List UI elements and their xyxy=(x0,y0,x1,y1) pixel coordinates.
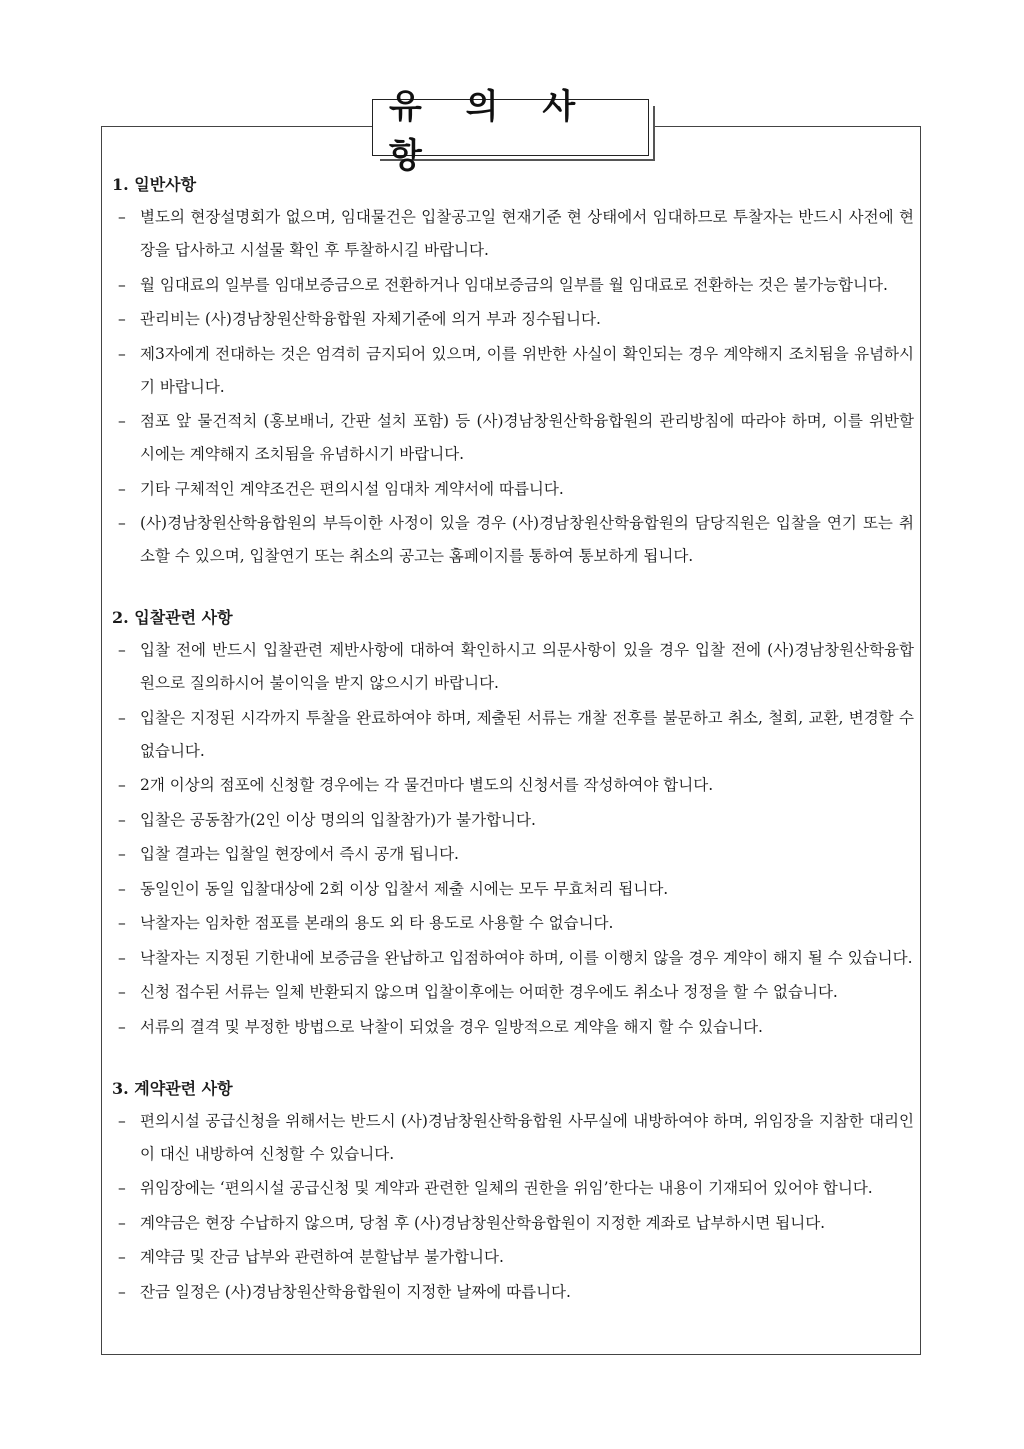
section-heading: 1. 일반사항 xyxy=(112,175,197,194)
list-item xyxy=(112,634,914,700)
item-text: 제3자에게 전대하는 것은 엄격히 금지되어 있으며, 이를 위반한 사실이 확인되는 경우 계약해지 조치됨을 유념하시기 바랍니다. xyxy=(140,344,914,396)
list-item xyxy=(112,405,914,471)
dash-bullet: – xyxy=(118,1111,126,1130)
item-text: (사)경남창원산학융합원의 부득이한 사정이 있을 경우 (사)경남창원산학융합원의 담당직원은 입찰을 연기 또는 취소할 수 있으며, 입찰연기 또는 취소의 공고는 홈페이지를 통하여 통보하게 됩니다. xyxy=(140,514,914,565)
notice-content xyxy=(112,168,914,1337)
list-item xyxy=(112,804,914,837)
list-item xyxy=(112,1172,914,1205)
item-text: 편의시설 공급신청을 위해서는 반드시 (사)경남창원산학융합원 사무실에 내방하여야 하며, 위임장을 지참한 대리인이 대신 내방하여 신청할 수 있습니다. xyxy=(140,1111,914,1163)
list-item xyxy=(112,907,914,940)
item-text: 서류의 결격 및 부정한 방법으로 낙찰이 되었을 경우 일방적으로 계약을 해지 할 수 있습니다. xyxy=(140,1017,763,1036)
list-item xyxy=(112,838,914,871)
dash-bullet: – xyxy=(118,275,126,294)
dash-bullet: – xyxy=(118,1282,126,1301)
item-text: 계약금 및 잔금 납부와 관련하여 분할납부 불가합니다. xyxy=(140,1248,504,1266)
list-item xyxy=(112,1276,914,1309)
list-item xyxy=(112,1207,914,1240)
dash-bullet: – xyxy=(118,708,126,727)
list-item xyxy=(112,976,914,1009)
item-text: 낙찰자는 지정된 기한내에 보증금을 완납하고 입점하여야 하며, 이를 이행치 않을 경우 계약이 해지 될 수 있습니다. xyxy=(140,948,913,967)
item-text: 별도의 현장설명회가 없으며, 임대물건은 입찰공고일 현재기준 현 상태에서 임대하므로 투찰자는 반드시 사전에 현장을 답사하고 시설물 확인 후 투찰하시길 바랍니다. xyxy=(140,208,914,259)
item-text: 기타 구체적인 계약조건은 편의시설 임대차 계약서에 따릅니다. xyxy=(140,479,564,498)
section-heading: 2. 입찰관련 사항 xyxy=(112,608,233,627)
dash-bullet: – xyxy=(118,879,126,898)
item-text: 낙찰자는 임차한 점포를 본래의 용도 외 타 용도로 사용할 수 없습니다. xyxy=(140,914,614,932)
item-text: 점포 앞 물건적치 (홍보배너, 간판 설치 포함) 등 (사)경남창원산학융합원의 관리방침에 따라야 하며, 이를 위반할 시에는 계약해지 조치됨을 유념하시기 바랍니다. xyxy=(140,412,914,463)
list-item xyxy=(112,201,914,267)
list-item xyxy=(112,1011,914,1044)
list-item xyxy=(112,507,914,573)
section-heading: 3. 계약관련 사항 xyxy=(112,1078,233,1098)
page-title: 유 의 사 항 xyxy=(389,86,592,176)
list-item xyxy=(112,269,914,302)
dash-bullet: – xyxy=(118,479,126,498)
item-text: 입찰은 공동참가(2인 이상 명의의 입찰참가)가 불가합니다. xyxy=(140,810,536,829)
list-item xyxy=(112,769,914,802)
dash-bullet: – xyxy=(118,1179,126,1197)
dash-bullet: – xyxy=(118,514,126,532)
dash-bullet: – xyxy=(118,641,126,659)
dash-bullet: – xyxy=(118,412,126,430)
item-text: 입찰 전에 반드시 입찰관련 제반사항에 대하여 확인하시고 의문사항이 있을 경우 입찰 전에 (사)경남창원산학융합원으로 질의하시어 불이익을 받지 않으시기 바랍니다. xyxy=(140,641,914,692)
section-bidding xyxy=(112,601,914,1044)
list-item xyxy=(112,303,914,336)
dash-bullet: – xyxy=(118,1213,126,1232)
item-text: 계약금은 현장 수납하지 않으며, 당첨 후 (사)경남창원산학융합원이 지정한 계좌로 납부하시면 됩니다. xyxy=(140,1213,826,1232)
dash-bullet: – xyxy=(118,845,126,863)
item-text: 월 임대료의 일부를 임대보증금으로 전환하거나 임대보증금의 일부를 월 임대료로 전환하는 것은 불가능합니다. xyxy=(140,275,888,294)
item-text: 입찰 결과는 입찰일 현장에서 즉시 공개 됩니다. xyxy=(140,845,459,863)
item-text: 잔금 일정은 (사)경남창원산학융합원이 지정한 날짜에 따릅니다. xyxy=(140,1282,571,1301)
dash-bullet: – xyxy=(118,776,126,794)
item-text: 신청 접수된 서류는 일체 반환되지 않으며 입찰이후에는 어떠한 경우에도 취소나 정정을 할 수 없습니다. xyxy=(140,983,838,1001)
list-item xyxy=(112,702,914,768)
list-item xyxy=(112,338,914,404)
dash-bullet: – xyxy=(118,310,126,328)
list-item xyxy=(112,873,914,906)
item-text: 2개 이상의 점포에 신청할 경우에는 각 물건마다 별도의 신청서를 작성하여야 합니다. xyxy=(140,776,714,794)
dash-bullet: – xyxy=(118,1017,126,1036)
dash-bullet: – xyxy=(118,1248,126,1266)
dash-bullet: – xyxy=(118,914,126,932)
list-item xyxy=(112,942,914,975)
section-general xyxy=(112,168,914,573)
list-item xyxy=(112,1241,914,1274)
item-text: 위임장에는 ‘편의시설 공급신청 및 계약과 관련한 일체의 권한을 위임’한다는 내용이 기재되어 있어야 합니다. xyxy=(140,1179,873,1197)
item-text: 동일인이 동일 입찰대상에 2회 이상 입찰서 제출 시에는 모두 무효처리 됩니다. xyxy=(140,879,669,898)
item-text: 입찰은 지정된 시각까지 투찰을 완료하여야 하며, 제출된 서류는 개찰 전후를 불문하고 취소, 철회, 교환, 변경할 수 없습니다. xyxy=(140,708,914,760)
section-contract xyxy=(112,1072,914,1309)
title-box xyxy=(372,86,649,176)
dash-bullet: – xyxy=(118,344,126,363)
list-item xyxy=(112,1105,914,1171)
dash-bullet: – xyxy=(118,810,126,829)
dash-bullet: – xyxy=(118,948,126,967)
dash-bullet: – xyxy=(118,983,126,1001)
list-item xyxy=(112,473,914,506)
item-text: 관리비는 (사)경남창원산학융합원 자체기준에 의거 부과 징수됩니다. xyxy=(140,310,601,328)
dash-bullet: – xyxy=(118,208,126,226)
